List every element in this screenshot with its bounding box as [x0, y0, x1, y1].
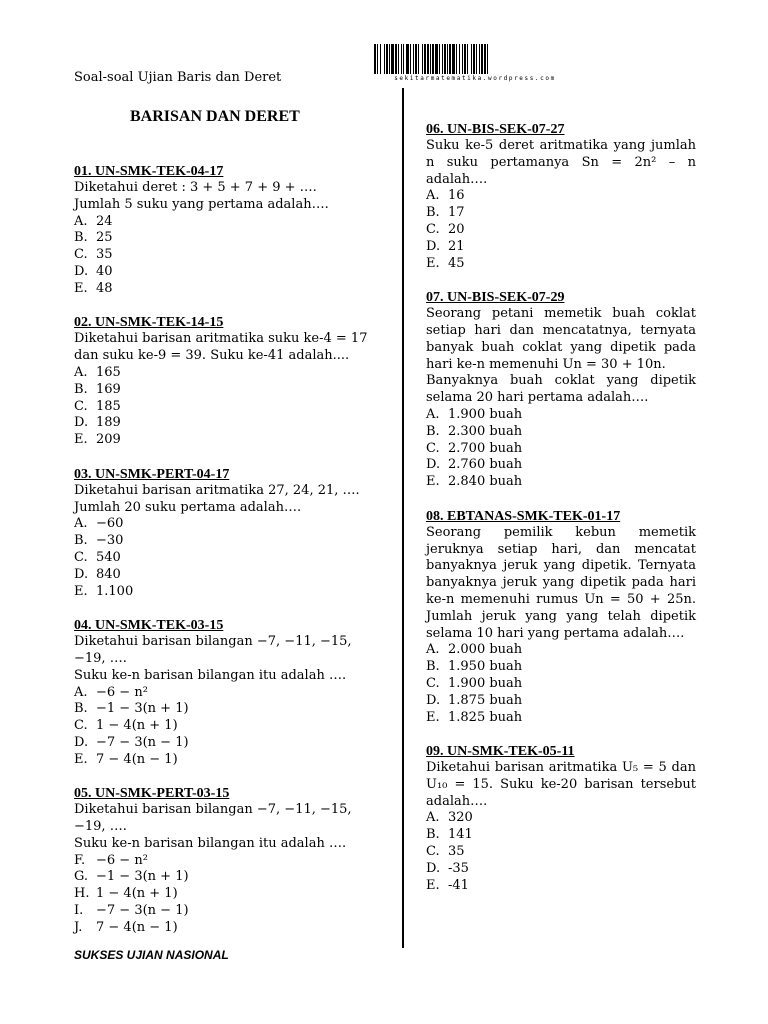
answer-option: [74, 853, 384, 870]
option-value: 2.760 buah: [448, 457, 523, 473]
option-value: 25: [96, 230, 113, 246]
question-block: [74, 617, 384, 768]
option-value: −60: [96, 516, 124, 532]
answer-option: [426, 457, 696, 474]
answer-option: [426, 256, 696, 273]
option-value: −1 − 3(n + 1): [96, 869, 189, 885]
answer-option: [74, 886, 384, 903]
option-value: -41: [448, 877, 469, 893]
option-value: 2.300 buah: [448, 423, 523, 439]
option-value: 1.900 buah: [448, 675, 523, 691]
option-letter: I.: [74, 903, 84, 919]
question-block: [426, 121, 696, 272]
option-letter: C.: [74, 718, 88, 734]
option-value: 1.825 buah: [448, 709, 523, 725]
option-letter: D.: [426, 860, 441, 876]
question-block: [74, 314, 384, 449]
answer-option: [74, 701, 384, 718]
question-block: [74, 466, 384, 601]
answer-option: [74, 432, 384, 449]
option-letter: H.: [74, 886, 90, 902]
option-value: 540: [96, 549, 121, 565]
option-letter: E.: [74, 751, 88, 767]
option-value: −30: [96, 533, 124, 549]
option-letter: B.: [426, 659, 440, 675]
option-letter: D.: [74, 734, 89, 750]
option-letter: E.: [74, 280, 88, 296]
option-value: 24: [96, 213, 113, 229]
option-letter: A.: [74, 364, 88, 380]
answer-option: [74, 735, 384, 752]
option-letter: A.: [426, 188, 440, 204]
option-letter: E.: [426, 255, 440, 271]
answer-option: [426, 693, 696, 710]
document-header-title: Soal-soal Ujian Baris dan Deret: [74, 70, 282, 85]
question-block: [426, 508, 696, 727]
answer-option: [74, 685, 384, 702]
option-letter: B.: [426, 205, 440, 221]
option-value: −6 − n²: [96, 852, 148, 868]
answer-option: [74, 516, 384, 533]
option-value: −7 − 3(n − 1): [96, 734, 189, 750]
option-letter: D.: [426, 457, 441, 473]
answer-option: [426, 878, 696, 895]
answer-option: [74, 584, 384, 601]
answer-option: [74, 214, 384, 231]
option-value: 17: [448, 205, 465, 221]
option-letter: F.: [74, 852, 86, 868]
option-letter: A.: [74, 213, 88, 229]
option-value: 320: [448, 810, 473, 826]
option-value: 2.700 buah: [448, 440, 523, 456]
option-value: −1 − 3(n + 1): [96, 701, 189, 717]
question-code: 05. UN-SMK-PERT-03-15: [74, 786, 230, 802]
option-value: 185: [96, 398, 121, 414]
option-value: 1.950 buah: [448, 659, 523, 675]
left-column: [74, 163, 384, 953]
option-value: 1.100: [96, 583, 134, 599]
option-value: 1 − 4(n + 1): [96, 718, 178, 734]
answer-option: [426, 441, 696, 458]
answer-option: [74, 415, 384, 432]
option-value: -35: [448, 860, 469, 876]
question-text: Diketahui barisan aritmatika 27, 24, 21, …. Jumlah 20 suku pertama adalah….: [74, 482, 360, 515]
answer-option: [74, 365, 384, 382]
option-letter: C.: [426, 221, 440, 237]
option-letter: B.: [426, 827, 440, 843]
answer-option: [426, 710, 696, 727]
option-letter: A.: [426, 406, 440, 422]
option-letter: D.: [74, 566, 89, 582]
option-letter: B.: [74, 533, 88, 549]
option-value: −7 − 3(n − 1): [96, 903, 189, 919]
answer-option: [426, 188, 696, 205]
answer-option: [426, 407, 696, 424]
barcode-bar: [488, 44, 490, 74]
question-text: Seorang petani memetik buah coklat setiap hari dan mencatatnya, ternyata banyak buah coklat yang dipetik pada hari ke-n memenuhi Un = 30 + 10n. Banyaknya buah coklat yang dipetik selama 20 hari pertama adalah….: [426, 306, 696, 406]
option-letter: B.: [74, 381, 88, 397]
option-letter: E.: [74, 583, 88, 599]
option-letter: D.: [74, 263, 89, 279]
question-text: Diketahui barisan bilangan −7, −11, −15, −19, …. Suku ke-n barisan bilangan itu adalah ….: [74, 634, 352, 683]
option-value: 1.900 buah: [448, 406, 523, 422]
option-letter: E.: [426, 877, 440, 893]
answer-option: [426, 424, 696, 441]
answer-option: [426, 810, 696, 827]
answer-option: [74, 281, 384, 298]
question-code: 03. UN-SMK-PERT-04-17: [74, 466, 230, 482]
option-value: 35: [448, 844, 465, 860]
answer-option: [426, 659, 696, 676]
answer-option: [426, 222, 696, 239]
question-text: Diketahui barisan bilangan −7, −11, −15, −19, …. Suku ke-n barisan bilangan itu adalah ….: [74, 802, 352, 851]
answer-option: [74, 718, 384, 735]
option-value: 165: [96, 364, 121, 380]
column-divider: [402, 88, 404, 948]
option-letter: B.: [426, 423, 440, 439]
option-letter: B.: [74, 701, 88, 717]
answer-option: [426, 844, 696, 861]
footer-text: SUKSES UJIAN NASIONAL: [74, 948, 229, 962]
question-block: [74, 785, 384, 936]
answer-option: [74, 382, 384, 399]
option-letter: C.: [426, 440, 440, 456]
answer-option: [426, 642, 696, 659]
option-letter: D.: [426, 692, 441, 708]
answer-option: [74, 752, 384, 769]
option-value: 21: [448, 238, 465, 254]
answer-option: [426, 205, 696, 222]
option-value: 1 − 4(n + 1): [96, 886, 178, 902]
answer-option: [426, 239, 696, 256]
question-block: [74, 163, 384, 298]
answer-option: [426, 827, 696, 844]
question-text: Diketahui barisan aritmatika U₅ = 5 dan U₁₀ = 15. Suku ke-20 barisan tersebut adalah….: [426, 760, 696, 809]
answer-option: [426, 676, 696, 693]
option-value: 7 − 4(n − 1): [96, 751, 178, 767]
option-letter: B.: [74, 230, 88, 246]
question-code: 07. UN-BIS-SEK-07-29: [426, 290, 565, 306]
question-block: [426, 743, 696, 894]
option-letter: C.: [426, 844, 440, 860]
question-text: Diketahui barisan aritmatika suku ke-4 = 17 dan suku ke-9 = 39. Suku ke-41 adalah....: [74, 331, 368, 364]
option-value: 40: [96, 263, 113, 279]
answer-option: [74, 550, 384, 567]
answer-option: [74, 399, 384, 416]
option-value: 141: [448, 827, 473, 843]
answer-option: [74, 230, 384, 247]
option-value: 169: [96, 381, 121, 397]
option-letter: G.: [74, 869, 89, 885]
option-letter: C.: [74, 398, 88, 414]
option-letter: A.: [74, 684, 88, 700]
option-letter: C.: [426, 675, 440, 691]
option-value: 45: [448, 255, 465, 271]
option-value: 16: [448, 188, 465, 204]
option-value: 189: [96, 415, 121, 431]
answer-option: [74, 533, 384, 550]
answer-option: [74, 247, 384, 264]
question-block: [426, 289, 696, 491]
answer-option: [74, 567, 384, 584]
option-letter: J.: [74, 919, 83, 935]
option-value: 2.000 buah: [448, 642, 523, 658]
answer-option: [426, 474, 696, 491]
answer-option: [74, 920, 384, 937]
barcode-caption: sekitarmatematika.wordpress.com: [394, 75, 556, 82]
answer-option: [74, 869, 384, 886]
option-value: 2.840 buah: [448, 474, 523, 490]
question-text: Seorang pemilik kebun memetik jeruknya setiap hari, dan mencatat banyaknya jeruk yang dipetik. Ternyata banyaknya jeruk yang dipetik pada hari ke-n memenuhi rumus Un = 50 + 25n. Jumlah jeruk yang yang telah dipetik selama 10 hari yang pertama adalah….: [426, 524, 696, 641]
page-title: BARISAN DAN DERET: [130, 108, 300, 125]
option-value: 35: [96, 247, 113, 263]
question-text: Diketahui deret : 3 + 5 + 7 + 9 + …. Jumlah 5 suku yang pertama adalah….: [74, 180, 329, 212]
option-letter: A.: [426, 810, 440, 826]
option-letter: D.: [74, 415, 89, 431]
question-code: 04. UN-SMK-TEK-03-15: [74, 618, 224, 634]
answer-option: [74, 903, 384, 920]
question-text: Suku ke-5 deret aritmatika yang jumlah n suku pertamanya Sn = 2n² – n adalah….: [426, 138, 696, 187]
option-letter: C.: [74, 247, 88, 263]
option-letter: E.: [74, 432, 88, 448]
barcode-bars: [374, 44, 576, 74]
right-column: [426, 121, 696, 911]
option-letter: D.: [426, 238, 441, 254]
option-letter: A.: [426, 642, 440, 658]
question-code: 09. UN-SMK-TEK-05-11: [426, 744, 575, 760]
option-value: 7 − 4(n − 1): [96, 919, 178, 935]
option-letter: E.: [426, 474, 440, 490]
answer-option: [74, 264, 384, 281]
option-letter: E.: [426, 709, 440, 725]
option-letter: A.: [74, 516, 88, 532]
question-code: 01. UN-SMK-TEK-04-17: [74, 164, 224, 179]
barcode: [374, 44, 576, 82]
question-code: 08. EBTANAS-SMK-TEK-01-17: [426, 508, 621, 524]
option-value: −6 − n²: [96, 684, 148, 700]
option-value: 1.875 buah: [448, 692, 523, 708]
option-value: 840: [96, 566, 121, 582]
option-letter: C.: [74, 549, 88, 565]
question-code: 02. UN-SMK-TEK-14-15: [74, 315, 224, 331]
option-value: 20: [448, 221, 465, 237]
answer-option: [426, 861, 696, 878]
option-value: 209: [96, 432, 121, 448]
option-value: 48: [96, 280, 113, 296]
question-code: 06. UN-BIS-SEK-07-27: [426, 122, 565, 137]
